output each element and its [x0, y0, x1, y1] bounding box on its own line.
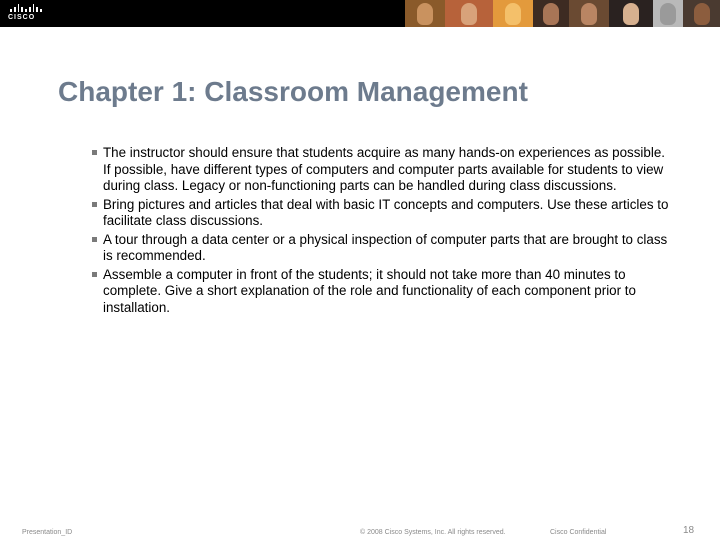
face-shape	[660, 3, 676, 25]
bullet-item	[92, 232, 672, 265]
face-shape	[417, 3, 433, 25]
bullet-square-icon	[92, 202, 97, 207]
header-banner	[0, 0, 720, 27]
footer-presentation-id: Presentation_ID	[22, 529, 73, 536]
page-number: 18	[683, 525, 695, 536]
bullet-text: Assemble a computer in front of the students; it should not take more than 40 minutes to complete. Give a short explanation of the role and functionality of each component prior to installation.	[103, 266, 636, 315]
page-title: Chapter 1: Classroom Management	[58, 76, 528, 107]
cisco-logo	[8, 4, 42, 23]
footer-copyright: © 2008 Cisco Systems, Inc. All rights reserved.	[360, 529, 506, 536]
bullet-square-icon	[92, 237, 97, 242]
footer-confidential: Cisco Confidential	[550, 529, 607, 536]
photo-man-short-hair	[683, 0, 720, 27]
bullet-square-icon	[92, 272, 97, 277]
bullet-square-icon	[92, 150, 97, 155]
photo-woman-long-hair	[609, 0, 653, 27]
photo-orange-abstract	[493, 0, 533, 27]
photo-man-dark-hair	[533, 0, 569, 27]
photo-man-smiling	[569, 0, 609, 27]
bullet-text: Bring pictures and articles that deal with basic IT concepts and computers. Use these articles to facilitate class discussions.	[103, 196, 669, 228]
bullet-item	[92, 267, 672, 317]
bullet-text: A tour through a data center or a physical inspection of computer parts that are brought to class is recommended.	[103, 231, 668, 263]
photo-strip	[405, 0, 720, 27]
face-shape	[623, 3, 639, 25]
bullet-list	[92, 145, 672, 318]
face-shape	[543, 3, 559, 25]
photo-woman-laughing	[405, 0, 445, 27]
face-shape	[505, 3, 521, 25]
face-shape	[581, 3, 597, 25]
bullet-item	[92, 197, 672, 230]
photo-gray-backdrop	[653, 0, 683, 27]
face-shape	[694, 3, 710, 25]
cisco-bars-icon	[10, 4, 42, 12]
logo-area	[0, 0, 405, 27]
face-shape	[461, 3, 477, 25]
photo-woman-smiling	[445, 0, 493, 27]
bullet-text: The instructor should ensure that students acquire as many hands-on experiences as possible. If possible, have different types of computers and computer parts available for students to view during class. Legacy or non-functioning parts can be handled during class discussions.	[103, 145, 665, 193]
cisco-logo-text: CISCO	[8, 14, 36, 21]
bullet-item	[92, 145, 672, 195]
